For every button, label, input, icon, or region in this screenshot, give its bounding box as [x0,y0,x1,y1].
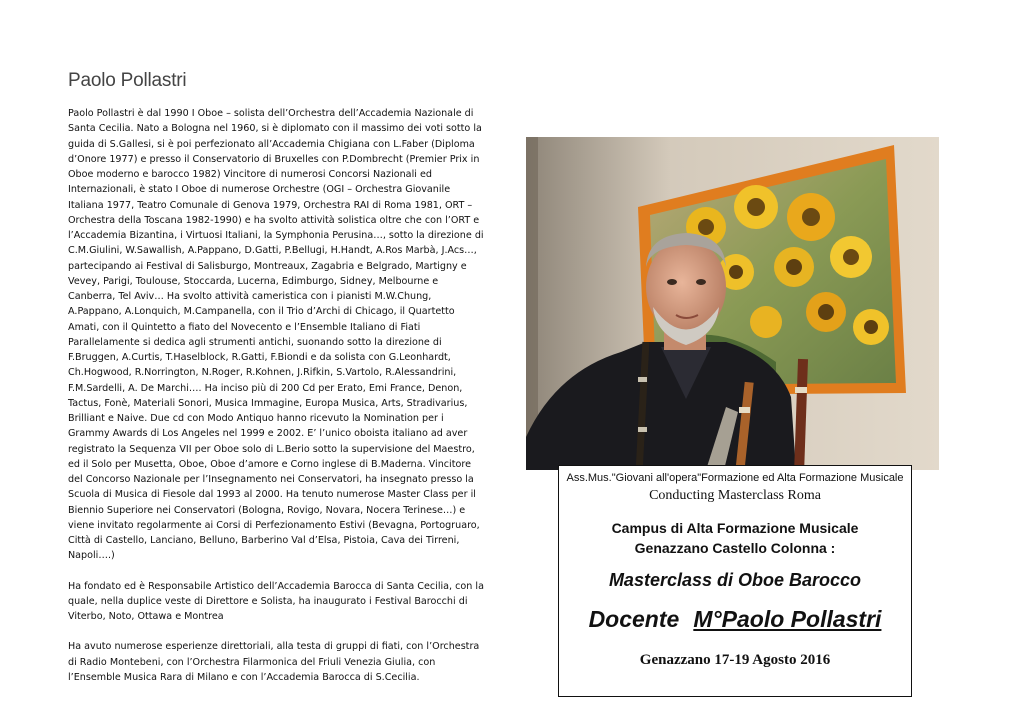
association-name: Ass.Mus."Giovani all'opera"Formazione ed Alta Formazione Musicale [566,472,904,484]
portrait-photo [526,137,939,470]
event-dates: Genazzano 17-19 Agosto 2016 [639,652,831,668]
flyer-subtitle: Conducting Masterclass Roma [649,488,821,503]
docente-name: M°Paolo Pollastri [693,606,882,632]
page-title: Paolo Pollastri [68,70,187,91]
bio-paragraph-3: Ha avuto numerose esperienze direttoriali, alla testa di gruppi di fiati, con l’Orchestra di Radio Montebeni, con l’Orchestra Filarmonica del Friuli Venezia Giulia, con l’Ensemble Musica Rara di Milano e con l’Accademia Barocca di S.Cecilia. [68,641,480,683]
bio-paragraph-1: Paolo Pollastri è dal 1990 I Oboe – solista dell’Orchestra dell’Accademia Nazionale di Santa Cecilia. Nato a Bologna nel 1960, si è diplomato con il massimo dei voti sotto la guida di S.Gallesi, si è poi perfezionato all’Accademia Chigiana con L.Faber (Diploma d’Onore 1977) e presso il Conservatorio di Bruxelles con P.Dombrecht (Premier Prix in Oboe moderno e barocco 1982) Vincitore di numerosi Concorsi Nazionali ed Internazionali, è stato I Oboe di numerose Orchestre (OGI – Orchestra Giovanile Italiana 1977, Teatro Comunale di Genova 1979, Orchestra RAI di Roma 1981, ORT – Orchestra della Toscana 1982-1990) e ha svolto attività solistica oltre che con l’ORT e l’Accademia Bizantina, i Virtuosi Italiani, la Symphonia Perusina…, sotto la direzione di C.M.Giulini, W.Sawallish, A.Pappano, D.Gatti, P.Bellugi, H.Handt, A.Ros Marbà, J.Acs…, partecipando ai Festival di Salisburgo, Montreaux, Zagabria e Belgrado, Martigny e Vevey, Parigi, Toulouse, Stoccarda, Lucerna, Edimburgo, Sidney, Melbourne e Canberra, Tel Aviv… Ha svolto attività cameristica con i pianisti M.W.Chung, A.Pappano, A.Lonquich, M.Campanella, con il Trio d’Archi di Chicago, il Quartetto Amati, con il Quintetto a fiato del Novecento e l’Ensemble Italiano di Fiati Parallelamente si dedica agli strumenti antichi, suonando sotto la direzione di F.Bruggen, A.Curtis, T.Haselblock, R.Gatti, F.Biondi e da solista con G.Leonhardt, Ch.Hogwood, R.Norrington, N.Roger, R.Kohnen, J.Rifkin, S.Vartolo, R.Alessandrini, F.M.Sardelli, A. De Marchi…. Ha inciso più di 200 Cd per Erato, Emi France, Denon, Tactus, Fonè, Materiali Sonori, Musica Immagine, Europa Musica, Arts, Stradivarius, Brilliant e Naive. Due cd con Modo Antiquo hanno ricevuto la Nomination per i Grammy Awards di Los Angeles nel 1999 e 2002. E’ l’unico oboista italiano ad aver registrato la Sequenza VII per Oboe solo di L.Berio sotto la supervisione del Maestro, ed il Solo per Musetta, Oboe, Oboe d’amore e Corno inglese di B.Maderna. Vincitore del Concorso Nazionale per l’Insegnamento nei Conservatori, ha insegnato presso la Scuola di Musica di Fiesole dal 1993 al 2000. Ha tenuto numerose Master Class per il Biennio Superiore nei Conservatori (Bologna, Rovigo, Novara, Nocera Terinese…) e viene invitato regolarmente ai Corsi di Perfezionamento Estivi (Bevagna, Portogruaro, Città di Castello, Lanciano, Belluno, Barberino Val d’Elsa, Pistoia, Cava dei Tirreni, Napoli….) [68,108,484,562]
bio-paragraph-2: Ha fondato ed è Responsabile Artistico dell’Accademia Barocca di Santa Cecilia, con la quale, nella duplice veste di Direttore e Solista, ha inaugurato i Festival Barocchi di Viterbo, Noto, Ottawa e Montrea [68,580,484,622]
biography-text [68,106,484,685]
campus-name: Campus di Alta Formazione Musicale Genazzano Castello Colonna : [611,520,859,556]
masterclass-flyer [558,465,912,697]
docente-line [559,606,911,633]
masterclass-title: Masterclass di Oboe Barocco [608,570,862,590]
docente-label: Docente [588,606,680,632]
